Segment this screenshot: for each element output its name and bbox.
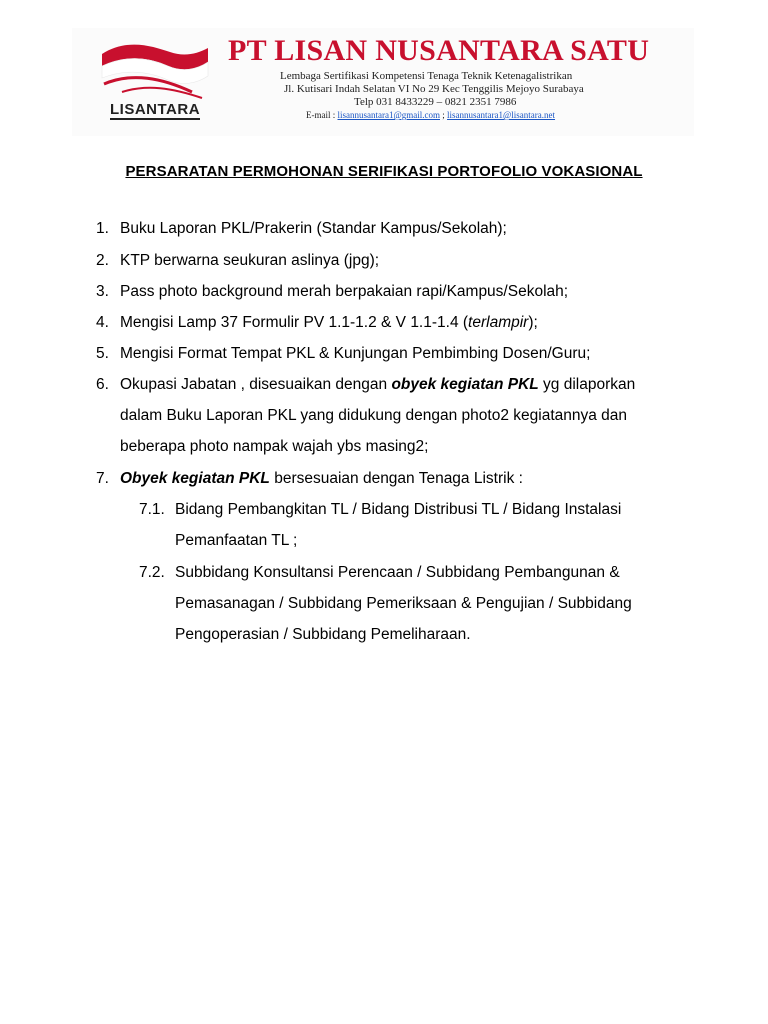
email-separator: ; xyxy=(440,110,448,120)
flag-logo-icon xyxy=(92,32,212,104)
phone: Telp 031 8433229 – 0821 2351 7986 xyxy=(354,96,517,108)
list-item-continuation: dalam Buku Laporan PKL yang didukung dengan photo2 kegiatannya dan xyxy=(120,407,628,424)
email-label: E-mail : xyxy=(306,110,338,120)
list-item-continuation: beberapa photo nampak wajah ybs masing2; xyxy=(120,438,429,455)
list-item-number: 5. xyxy=(96,345,109,362)
list-item-text: Mengisi Lamp 37 Formulir PV 1.1-1.2 & V 1.1-1.4 ( xyxy=(120,314,469,331)
list-item-text: ); xyxy=(528,314,538,331)
document-title: PERSARATAN PERMOHONAN SERIFIKASI PORTOFOLIO VOKASIONAL xyxy=(125,163,643,180)
list-item xyxy=(120,313,538,333)
list-item-italic: terlampir xyxy=(468,314,529,331)
address: Jl. Kutisari Indah Selatan VI No 29 Kec Tenggilis Mejoyo Surabaya xyxy=(284,83,584,95)
sublist-item-number: 7.1. xyxy=(139,501,165,518)
email-line xyxy=(306,109,555,122)
company-logo xyxy=(92,32,212,128)
letterhead xyxy=(72,28,694,136)
sublist-item-continuation: Pemanfaatan TL ; xyxy=(175,532,298,549)
list-item-emphasis: Obyek kegiatan PKL xyxy=(120,470,270,487)
list-item-number: 3. xyxy=(96,283,109,300)
email-link-gmail[interactable]: lisannusantara1@gmail.com xyxy=(337,110,441,120)
list-item: KTP berwarna seukuran aslinya (jpg); xyxy=(120,252,380,269)
list-item-number: 1. xyxy=(96,220,109,237)
sublist-item-number: 7.2. xyxy=(139,564,165,581)
list-item-number: 7. xyxy=(96,470,109,487)
list-item-number: 6. xyxy=(96,376,109,393)
tagline: Lembaga Sertifikasi Kompetensi Tenaga Teknik Ketenagalistrikan xyxy=(280,70,573,82)
logo-text: LISANTARA xyxy=(110,101,201,118)
email-link-lisantara[interactable]: lisannusantara1@lisantara.net xyxy=(447,110,556,120)
list-item: Buku Laporan PKL/Prakerin (Standar Kampus/Sekolah); xyxy=(120,220,507,237)
sublist-item-continuation: Pengoperasian / Subbidang Pemeliharaan. xyxy=(175,626,471,643)
list-item-number: 4. xyxy=(96,314,109,331)
company-name: PT LISAN NUSANTARA SATU xyxy=(228,34,650,67)
sublist-item: Bidang Pembangkitan TL / Bidang Distribusi TL / Bidang Instalasi xyxy=(175,501,622,518)
sublist-item-continuation: Pemasanagan / Subbidang Pemeriksaan & Pengujian / Subbidang xyxy=(175,595,632,612)
sublist-item: Subbidang Konsultansi Perencaan / Subbidang Pembangunan & xyxy=(175,564,620,581)
list-item xyxy=(120,375,635,395)
list-item-text: Okupasi Jabatan , disesuaikan dengan xyxy=(120,376,392,393)
list-item-text: yg dilaporkan xyxy=(538,376,636,393)
list-item-emphasis: obyek kegiatan PKL xyxy=(391,376,539,393)
list-item xyxy=(120,469,523,489)
list-item: Pass photo background merah berpakaian rapi/Kampus/Sekolah; xyxy=(120,283,569,300)
list-item-text: bersesuaian dengan Tenaga Listrik : xyxy=(269,470,523,487)
list-item: Mengisi Format Tempat PKL & Kunjungan Pembimbing Dosen/Guru; xyxy=(120,345,591,362)
list-item-number: 2. xyxy=(96,252,109,269)
